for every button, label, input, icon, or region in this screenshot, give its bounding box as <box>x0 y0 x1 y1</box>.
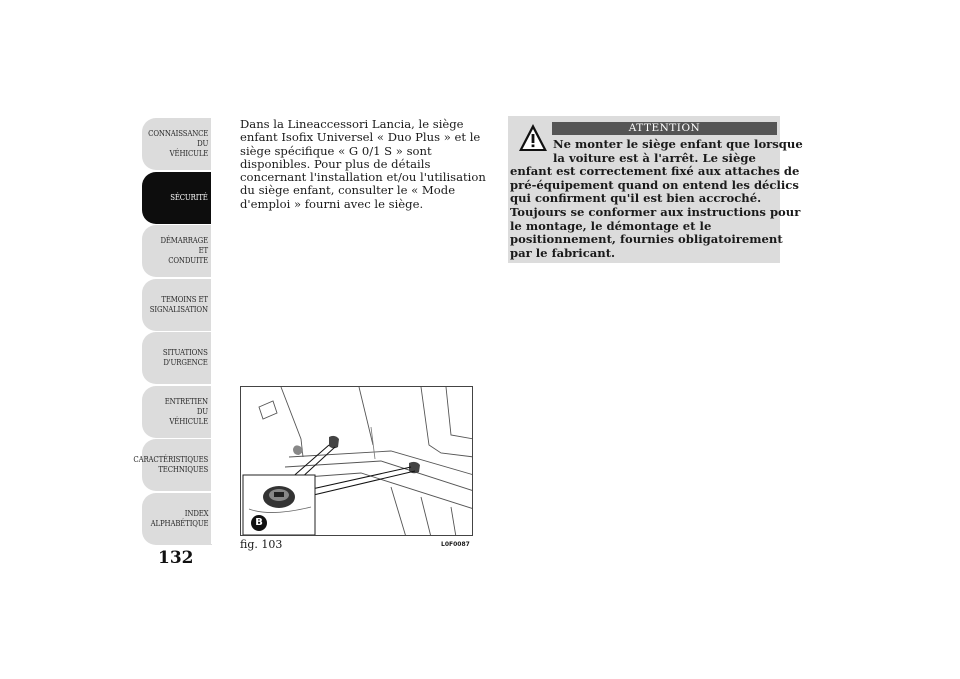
warning-line: enfant est correctement fixé aux attaches de <box>510 164 800 179</box>
side-tab-label: CARACTÉRISTIQUES TECHNIQUES <box>133 455 208 475</box>
side-tab-4[interactable] <box>142 332 212 384</box>
figure-isofix-anchors <box>240 386 473 536</box>
warning-line: Toujours se conformer aux instructions pour <box>510 204 801 219</box>
side-tab-label: INDEX ALPHABÉTIQUE <box>150 508 208 529</box>
side-tab-1[interactable] <box>142 172 212 224</box>
warning-line: qui confirment qu'il est bien accroché. <box>510 191 762 206</box>
body-paragraph: Dans la Lineaccessori Lancia, le siège enfant Isofix Universel « Duo Plus » et le siège spécifique « G 0/1 S » sont disponibles. Pour plus de détails concernant l'installation et/ou l'utilisation du siège enfant, consulter le « Mode d'emploi » fourni avec le siège. <box>240 117 486 211</box>
warning-line: positionnement, fournies obligatoirement <box>510 232 783 247</box>
warning-line: le montage, le démontage et le <box>510 218 712 233</box>
side-tab-6[interactable] <box>133 439 212 491</box>
tab-spine <box>211 118 213 544</box>
callout-label: B <box>255 517 263 528</box>
warning-line: pré-équipement quand on entend les déclics <box>510 177 799 192</box>
warning-line: la voiture est à l'arrêt. Le siège <box>553 150 756 165</box>
warning-title: ATTENTION <box>552 122 777 135</box>
warning-line: par le fabricant. <box>510 245 616 260</box>
side-tab-label: CONNAISSANCE DU VÉHICULE <box>147 129 208 159</box>
side-tab-0[interactable] <box>142 118 212 170</box>
warning-line: Ne monter le siège enfant que lorsque <box>553 137 803 151</box>
side-tab-label: SITUATIONS D'URGENCE <box>163 348 208 368</box>
side-tab-label: ENTRETIEN DU VÉHICULE <box>164 396 208 427</box>
side-tab-7[interactable] <box>142 493 212 545</box>
side-tab-label: SÉCURITÉ <box>170 192 208 203</box>
figure-code: L0F0087 <box>441 541 470 548</box>
side-tab-label: TEMOINS ET SIGNALISATION <box>149 294 208 315</box>
side-tab-5[interactable] <box>142 386 212 438</box>
page-number: 132 <box>158 548 194 568</box>
side-tab-3[interactable] <box>142 279 212 331</box>
side-tab-label: DÉMARRAGE ET CONDUITE <box>160 236 208 266</box>
figure-caption: fig. 103 <box>240 538 283 551</box>
isofix-illustration <box>241 387 473 536</box>
side-tab-2[interactable] <box>142 225 212 277</box>
warning-text <box>510 137 803 260</box>
